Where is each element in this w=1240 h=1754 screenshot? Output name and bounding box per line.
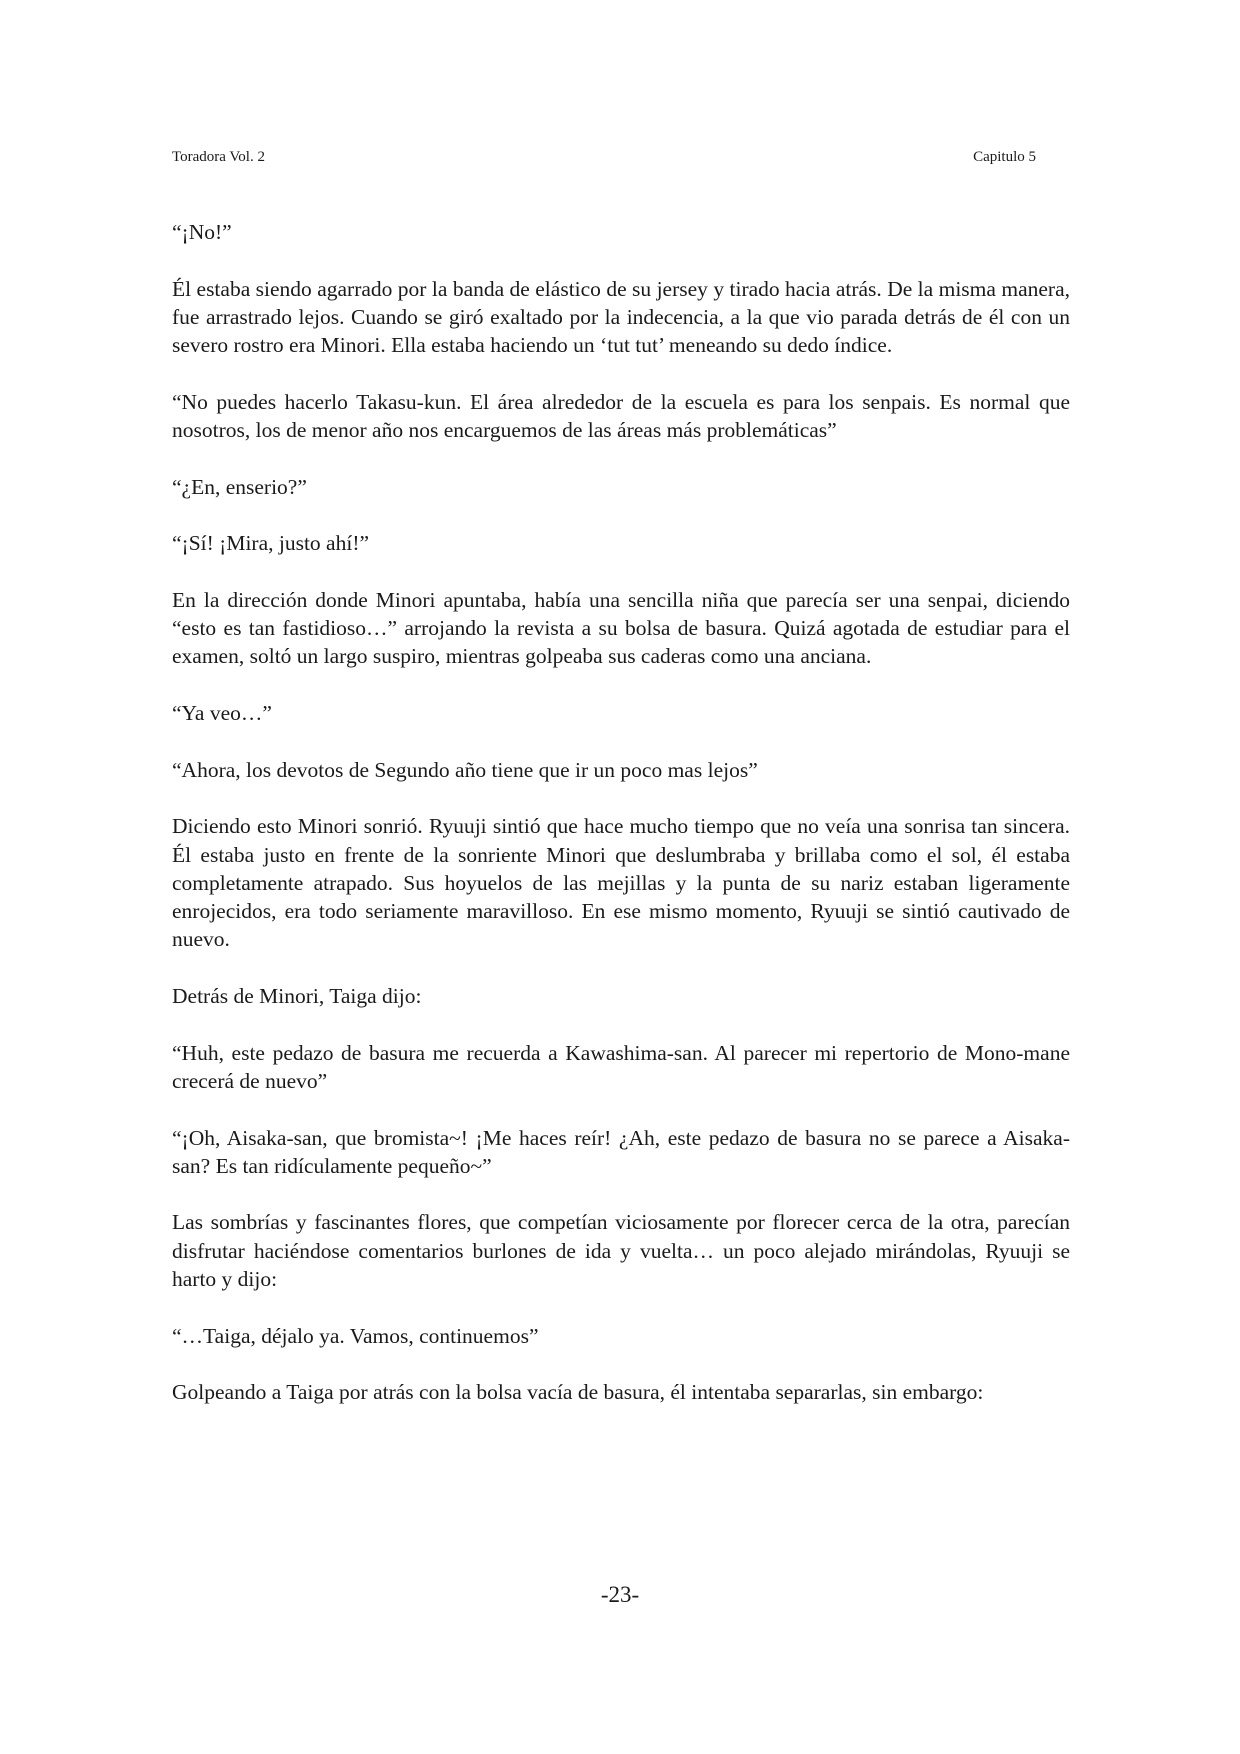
paragraph: “¿En, enserio?” (172, 474, 307, 499)
page-header (172, 147, 1036, 167)
body-text (172, 218, 1070, 1435)
paragraph: “¡No!” (172, 220, 232, 244)
paragraph: “¡Oh, Aisaka-san, que bromista~! ¡Me haces reír! ¿Ah, este pedazo de basura no se parece a Aisaka-san? Es tan ridículamente pequeño~” (172, 1125, 1070, 1178)
paragraph: Él estaba siendo agarrado por la banda de elástico de su jersey y tirado hacia atrás. De la misma manera, fue arrastrado lejos. Cuando se giró exaltado por la indecencia, a la que vio parada detrás de él con un severo rostro era Minori. Ella estaba haciendo un ‘tut tut’ meneando su dedo índice. (172, 276, 1070, 358)
header-chapter: Capitulo 5 (973, 149, 1036, 165)
paragraph: Diciendo esto Minori sonrió. Ryuuji sintió que hace mucho tiempo que no veía una sonrisa tan sincera. Él estaba justo en frente de la sonriente Minori que deslumbraba y brillaba como el sol, él estaba completamente atrapado. Sus hoyuelos de las mejillas y la punta de su nariz estaban ligeramente enrojecidos, era todo seriamente maravilloso. En ese mismo momento, Ryuuji se sintió cautivado de nuevo. (172, 814, 1070, 952)
paragraph: Golpeando a Taiga por atrás con la bolsa vacía de basura, él intentaba separarlas, sin embargo: (172, 1380, 984, 1405)
header-book-title: Toradora Vol. 2 (172, 149, 265, 165)
paragraph: Detrás de Minori, Taiga dijo: (172, 984, 422, 1009)
paragraph: En la dirección donde Minori apuntaba, había una sencilla niña que parecía ser una senpai, diciendo “esto es tan fastidioso…” arrojando la revista a su bolsa de basura. Quizá agotada de estudiar para el examen, soltó un largo suspiro, mientras golpeaba sus caderas como una anciana. (172, 587, 1070, 669)
paragraph: “Ya veo…” (172, 701, 272, 726)
paragraph: “Huh, este pedazo de basura me recuerda a Kawashima-san. Al parecer mi repertorio de Mono-mane crecerá de nuevo” (172, 1040, 1070, 1093)
paragraph: “Ahora, los devotos de Segundo año tiene que ir un poco mas lejos” (172, 757, 758, 782)
paragraph: Las sombrías y fascinantes flores, que competían viciosamente por florecer cerca de la otra, parecían disfrutar haciéndose comentarios burlones de ida y vuelta… un poco alejado mirándolas, Ryuuji se harto y dijo: (172, 1210, 1070, 1291)
paragraph: “No puedes hacerlo Takasu-kun. El área alrededor de la escuela es para los senpais. Es normal que nosotros, los de menor año nos encarguemos de las áreas más problemáticas” (172, 389, 1070, 443)
paragraph: “…Taiga, déjalo ya. Vamos, continuemos” (172, 1323, 539, 1348)
paragraph: “¡Sí! ¡Mira, justo ahí!” (172, 531, 370, 556)
page-number: -23- (600, 1582, 640, 1607)
